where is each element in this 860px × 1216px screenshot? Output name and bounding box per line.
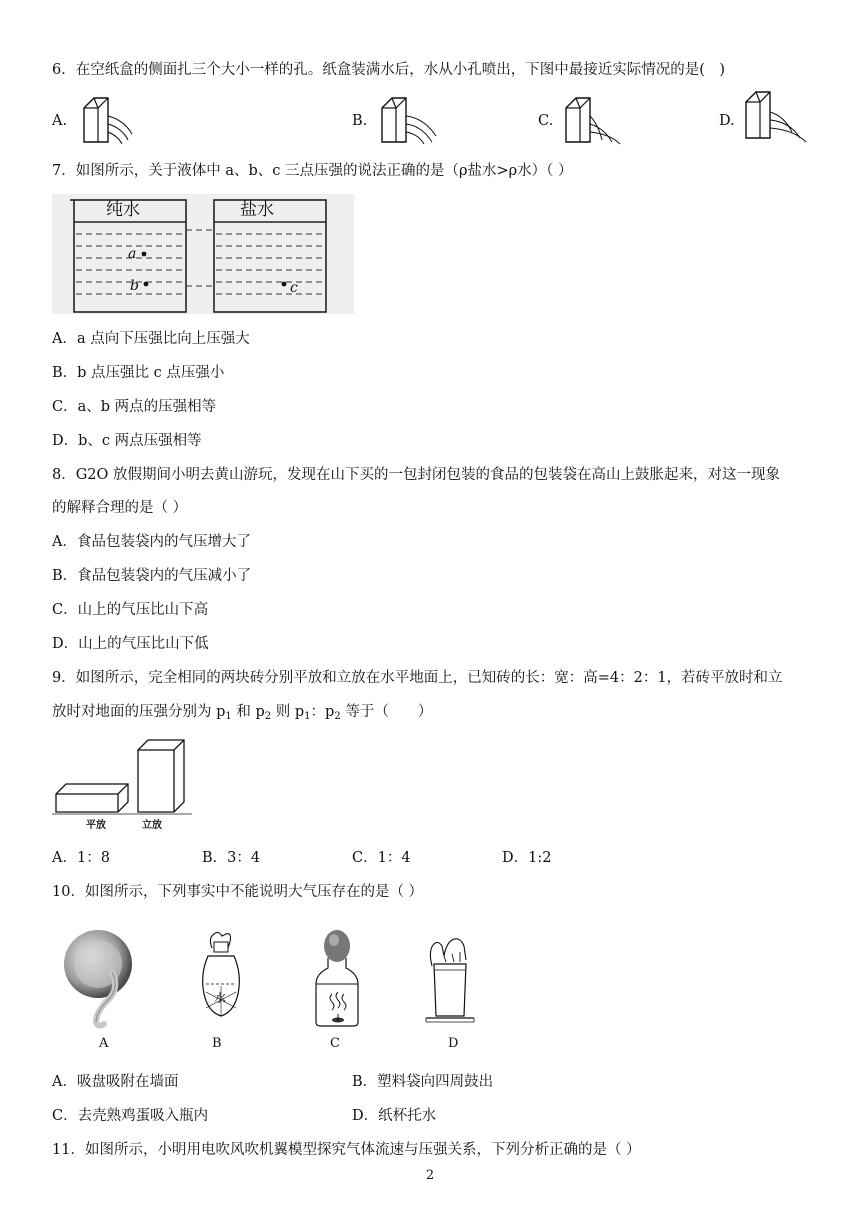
q9-option-c: C．1：4 [352,850,411,866]
q10-paper-cup-figure [420,930,480,1030]
q10-option-c: C．去壳熟鸡蛋吸入瓶内 [52,1108,209,1124]
q10-suction-cup-figure [60,928,140,1028]
q8-option-a: A．食品包装袋内的气压增大了 [52,534,251,550]
q10-water-label: 水 [214,991,227,1005]
q7-pure-water-label: 纯水 [106,200,140,220]
q6-carton-d-figure [742,88,812,146]
q9-bricks-figure [52,738,192,830]
q6-carton-b-figure [378,94,448,146]
q6-option-c-label: C. [538,113,554,129]
q6-stem: 6．在空纸盒的侧面扎三个大小一样的孔。纸盒装满水后，水从小孔喷出，下图中最接近实际情况的是( ) [52,62,726,78]
q9-option-d: D．1:2 [502,850,552,866]
q9-stem-line1: 9．如图所示，完全相同的两块砖分别平放和立放在水平地面上，已知砖的长：宽：高=4：2：1，若砖平放时和立 [52,670,783,686]
q7-option-d: D．b、c 两点压强相等 [52,433,202,449]
q8-option-d: D．山上的气压比山下低 [52,636,209,652]
q7-salt-water-label: 盐水 [240,200,274,220]
q6-option-d-label: D. [719,113,735,129]
q10-plastic-bag-figure [196,928,246,1028]
q8-option-c: C．山上的气压比山下高 [52,602,209,618]
q7-point-c-label: c [290,280,298,296]
q6-carton-c-figure [562,94,632,146]
q9-upright-label: 立放 [142,820,162,831]
q7-option-a: A．a 点向下压强比向上压强大 [52,331,250,347]
q9-stem-line2: 放时对地面的压强分别为 $p_1$ 和 $p_2$ 则 $p_1$：$p_2$ 等于（ ） [52,704,433,722]
q11-stem: 11．如图所示，小明用电吹风吹机翼模型探究气体流速与压强关系，下列分析正确的是（ ） [52,1142,641,1158]
q10-fig-label-c: C [330,1036,340,1051]
q8-stem-line2: 的解释合理的是（ ） [52,500,188,516]
q7-point-b-label: b [130,278,139,294]
q8-option-b: B．食品包装袋内的气压减小了 [52,568,252,584]
q10-egg-bottle-figure [312,926,362,1030]
q10-option-a: A．吸盘吸附在墙面 [52,1074,179,1090]
q8-stem-line1: 8．G2O 放假期间小明去黄山游玩，发现在山下买的一包封闭包装的食品的包装袋在高山上鼓胀起来，对这一现象 [52,467,781,483]
page-number: 2 [425,1168,435,1183]
q10-stem: 10．如图所示，下列事实中不能说明大气压存在的是（ ） [52,884,424,900]
q6-option-b-label: B. [352,113,368,129]
q10-fig-label-d: D [448,1036,459,1051]
q10-option-b: B．塑料袋向四周鼓出 [352,1074,494,1090]
q10-fig-label-b: B [212,1036,222,1051]
q6-option-a-label: A. [52,113,68,129]
q10-fig-label-a: A [99,1036,109,1051]
q10-option-d: D．纸杯托水 [352,1108,437,1124]
q9-option-a: A．1：8 [52,850,110,866]
q7-option-c: C．a、b 两点的压强相等 [52,399,217,415]
q7-point-a-label: a [128,246,137,262]
q7-liquid-containers-figure [52,194,354,314]
q6-carton-a-figure [80,94,150,146]
q7-stem: 7．如图所示，关于液体中 a、b、c 三点压强的说法正确的是（ρ盐水>ρ水）（ ） [52,163,573,179]
q7-option-b: B．b 点压强比 c 点压强小 [52,365,225,381]
q9-flat-label: 平放 [86,820,106,831]
q9-option-b: B．3：4 [202,850,261,866]
